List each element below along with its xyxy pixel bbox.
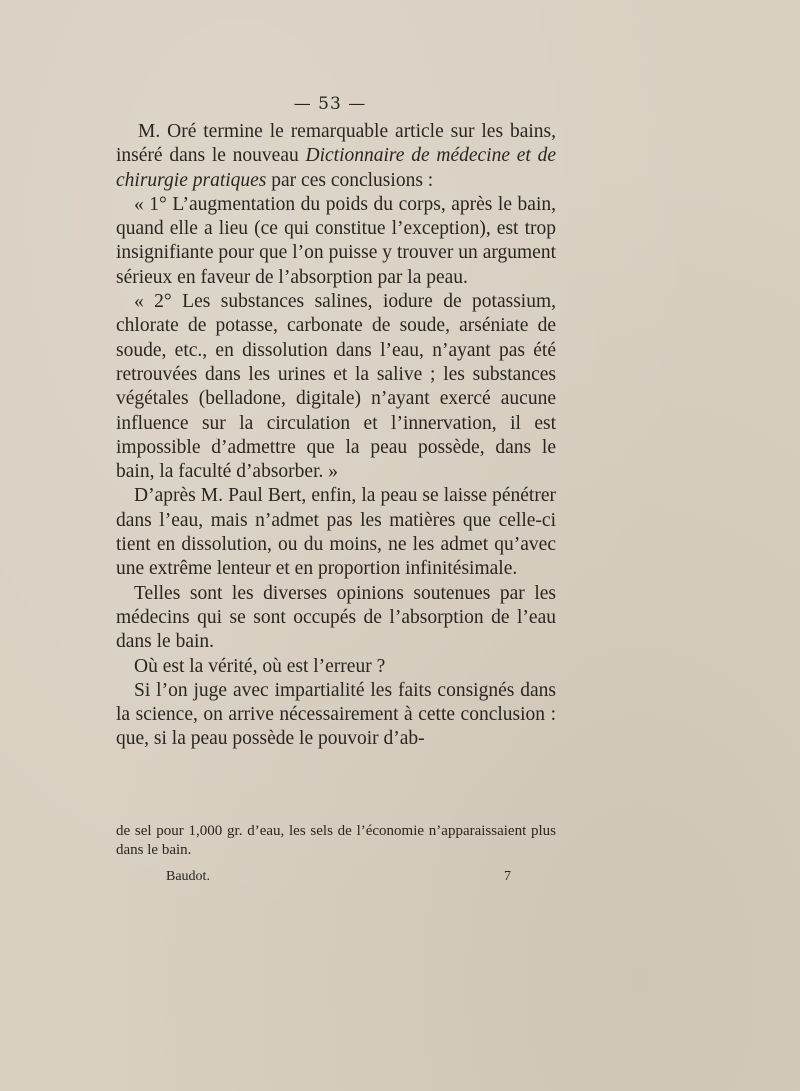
text-segment: « 1° L’augmentation du poids du corps, après le bain, quand elle a lieu (ce qui constitue l’exception), est trop insignifiante pour que l’on puisse y trouver un argument sérieux en faveur de l’absorption par la peau. [116, 193, 556, 288]
paragraph [116, 120, 556, 193]
body-text [116, 120, 556, 752]
text-segment: Où est la vérité, où est l’erreur ? [134, 655, 386, 677]
printer-signature-author: Baudot. [166, 869, 210, 884]
printer-signature-number: 7 [504, 869, 511, 884]
paragraph [116, 484, 556, 581]
text-segment: Telles sont les diverses opinions soutenues par les médecins qui se sont occupés de l’absorption de l’eau dans le bain. [116, 582, 556, 653]
text-segment: « 2° Les substances salines, iodure de potassium, chlorate de potasse, carbonate de soude, arséniate de soude, etc., en dissolution dans l’eau, n’ayant pas été retrouvées dans les urines et la salive ; les substances végétales (belladone, digitale) n’ayant exercé aucune influence sur la circulation et l’innervation, il est impossible d’admettre que la peau possède, dans le bain, la faculté d’absorber. » [116, 291, 556, 483]
text-segment: D’après M. Paul Bert, enfin, la peau se laisse pénétrer dans l’eau, mais n’admet pas les matières que celle-ci tient en dissolution, ou du moins, ne les admet qu’avec une extrême lenteur et en proportion infinitésimale. [116, 485, 556, 580]
paragraph [116, 193, 556, 290]
text-segment: par ces conclusions : [266, 169, 434, 191]
page-number: — 53 — [293, 94, 367, 114]
footnote: de sel pour 1,000 gr. d’eau, les sels de l’économie n’apparaissaient plus dans le bain. [116, 823, 556, 858]
text-segment: M. Oré termine le remarquable article sur les bains, inséré dans le nouveau [116, 121, 556, 167]
text-segment: Si l’on juge avec impartialité les faits consignés dans la science, on arrive nécessairement à cette conclusion : que, si la peau possède le pouvoir d’ab- [116, 679, 556, 750]
paragraph [116, 655, 556, 679]
paragraph [116, 290, 556, 484]
paragraph [116, 582, 556, 655]
paragraph [116, 679, 556, 752]
book-title: Dictionnaire de médecine et de chirurgie pratiques [116, 145, 556, 191]
